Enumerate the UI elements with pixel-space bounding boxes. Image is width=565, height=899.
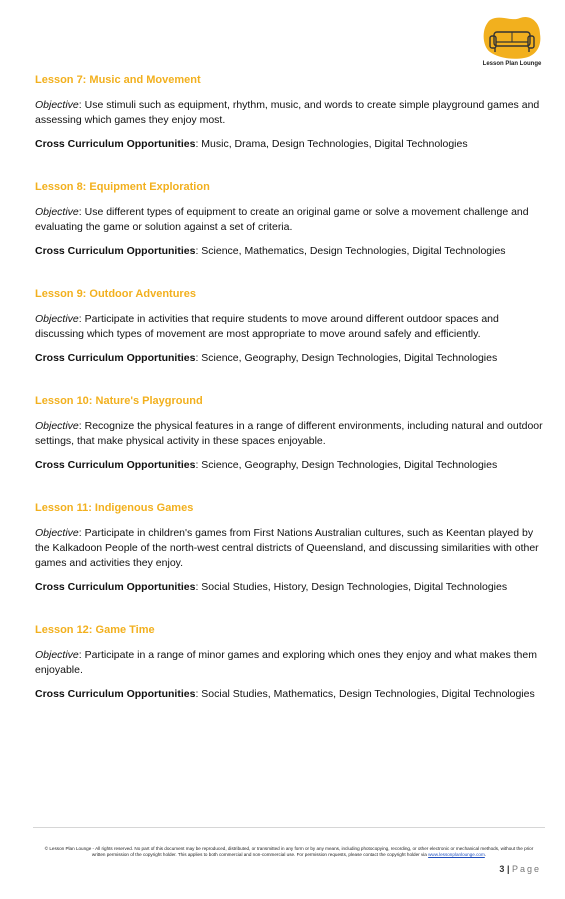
footer-divider (33, 827, 545, 828)
logo-text: Lesson Plan Lounge (482, 61, 542, 67)
lesson-item (35, 394, 547, 473)
objective-text: : Participate in activities that require students to move around different outdoor spaces and discussing which types of movement are most appropriate to move around safely and efficiently. (35, 313, 499, 340)
page-number-value: 3 (499, 864, 505, 874)
cco-text: : Science, Geography, Design Technologies, Digital Technologies (195, 352, 498, 364)
cco-text: : Music, Drama, Design Technologies, Digital Technologies (195, 138, 468, 150)
cco-label: Cross Curriculum Opportunities (35, 581, 196, 593)
footer-copyright (38, 846, 540, 858)
lesson-title: Lesson 10: Nature's Playground (35, 395, 203, 407)
cco-label: Cross Curriculum Opportunities (35, 459, 196, 471)
cross-curriculum (35, 580, 547, 595)
cross-curriculum (35, 687, 547, 702)
cco-text: : Science, Mathematics, Design Technologies, Digital Technologies (195, 245, 506, 257)
page-number (499, 864, 541, 874)
cross-curriculum (35, 458, 547, 473)
objective-text: : Use stimuli such as equipment, rhythm, music, and words to create simple playground games and assessing which games they enjoy most. (35, 99, 540, 126)
cco-label: Cross Curriculum Opportunities (35, 688, 196, 700)
copyright-text: © Lesson Plan Lounge - All rights reserved. No part of this document may be reproduced, distributed, or transmitted in any form or by any means, including photocopying, recording, or other electronic or mechanical methods, without the prior written permission of the copyright holder. This applies to both commercial and non-commercial use. For permission requests, please contact the copyright holder via (44, 846, 534, 857)
lesson-title: Lesson 8: Equipment Exploration (35, 181, 210, 193)
lesson-list (35, 73, 547, 730)
lesson-item (35, 180, 547, 259)
objective-label: Objective (35, 527, 79, 539)
lesson-objective (35, 419, 547, 449)
cross-curriculum (35, 351, 547, 366)
lesson-item (35, 287, 547, 366)
website-link[interactable]: www.lessonplanlounge.com (428, 852, 485, 857)
cco-label: Cross Curriculum Opportunities (35, 138, 196, 150)
lesson-item (35, 623, 547, 702)
lesson-title: Lesson 7: Music and Movement (35, 74, 201, 86)
page-separator: | (504, 864, 512, 874)
objective-text: : Recognize the physical features in a range of different environments, including natural and outdoor settings, that make physical activity in these spaces enjoyable. (35, 420, 543, 447)
lesson-objective (35, 205, 547, 235)
objective-label: Objective (35, 649, 79, 661)
objective-text: : Use different types of equipment to create an original game or solve a movement challenge and evaluating the game or solution against a set of criteria. (35, 206, 529, 233)
cco-text: : Social Studies, History, Design Technologies, Digital Technologies (195, 581, 508, 593)
cco-label: Cross Curriculum Opportunities (35, 352, 196, 364)
couch-icon (482, 16, 542, 60)
lesson-objective (35, 98, 547, 128)
logo (476, 16, 546, 72)
page-label: Page (511, 864, 541, 874)
cross-curriculum (35, 137, 547, 152)
cco-text: : Social Studies, Mathematics, Design Technologies, Digital Technologies (195, 688, 535, 700)
cco-text: : Science, Geography, Design Technologies, Digital Technologies (195, 459, 498, 471)
objective-text: : Participate in children's games from First Nations Australian cultures, such as Keentan played by the Kalkadoon People of the north-west central districts of Queensland, and discussing similarities with other games and activities they enjoy. (35, 527, 539, 569)
objective-label: Objective (35, 206, 79, 218)
link-suffix: . (484, 852, 487, 857)
lesson-item (35, 73, 547, 152)
lesson-title: Lesson 9: Outdoor Adventures (35, 288, 196, 300)
objective-text: : Participate in a range of minor games and exploring which ones they enjoy and what makes them enjoyable. (35, 649, 537, 676)
objective-label: Objective (35, 313, 79, 325)
lesson-objective (35, 312, 547, 342)
objective-label: Objective (35, 99, 79, 111)
lesson-title: Lesson 11: Indigenous Games (35, 502, 194, 514)
lesson-objective (35, 648, 547, 678)
cross-curriculum (35, 244, 547, 259)
lesson-item (35, 501, 547, 595)
objective-label: Objective (35, 420, 79, 432)
cco-label: Cross Curriculum Opportunities (35, 245, 196, 257)
lesson-objective (35, 526, 547, 571)
lesson-title: Lesson 12: Game Time (35, 624, 155, 636)
